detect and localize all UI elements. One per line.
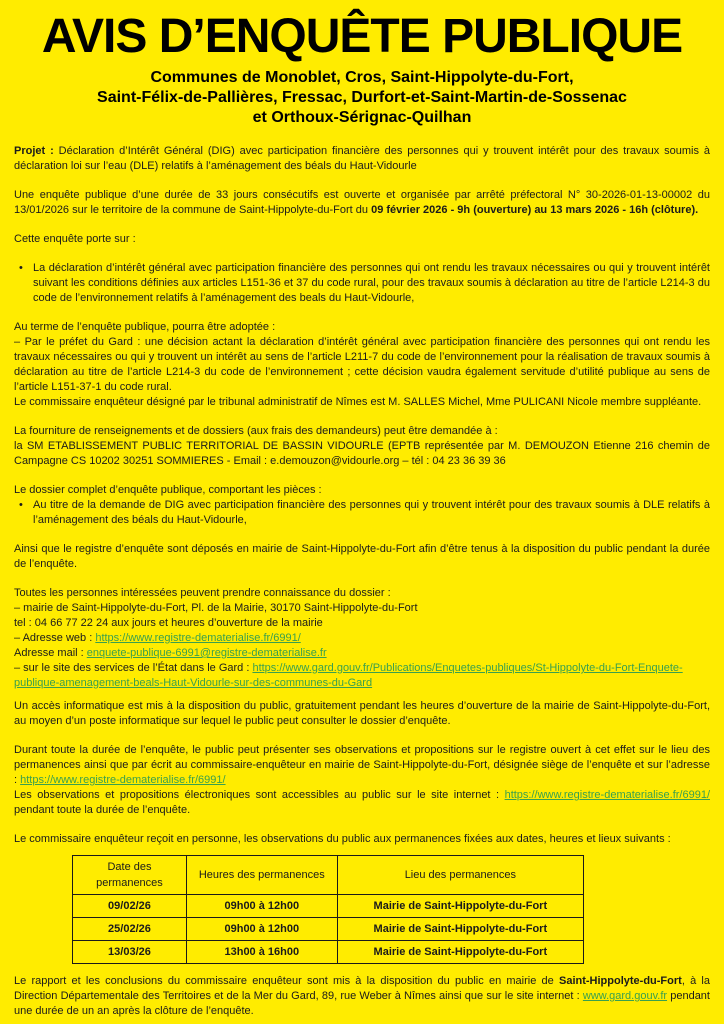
hyperlink[interactable]: https://www.registre-dematerialise.fr/6991/	[504, 789, 710, 801]
hyperlink[interactable]: www.gard.gouv.fr	[582, 990, 668, 1002]
paragraph-web-address	[14, 631, 710, 646]
paragraph-rapport	[14, 974, 710, 1019]
table-row	[73, 941, 584, 964]
subtitle-line-3: et Orthoux-Sérignac-Quilhan	[252, 109, 472, 126]
paragraph	[14, 743, 710, 788]
text-run: Le commissaire enquêteur désigné par le tribunal administratif de Nîmes est M. SALLES Michel, Mme PULICANI Nicole membre suppléante.	[14, 396, 702, 408]
table-cell: 09h00 à 12h00	[186, 895, 337, 918]
paragraph-projet	[14, 144, 710, 174]
bullet-list-dig	[14, 261, 710, 306]
paragraph	[14, 188, 710, 218]
paragraph-ainsi-que	[14, 542, 710, 572]
hyperlink[interactable]: https://www.registre-dematerialise.fr/6991/	[20, 774, 226, 786]
paragraph-fourniture	[14, 424, 710, 469]
paragraph	[14, 144, 710, 174]
text-run: – mairie de Saint-Hippolyte-du-Fort, Pl. de la Mairie, 30170 Saint-Hippolyte-du-Fort	[14, 602, 418, 614]
permanences-table	[72, 855, 584, 964]
text-run: Cette enquête porte sur :	[14, 233, 136, 245]
text-run: – sur le site des services de l’État dans le Gard :	[14, 662, 253, 674]
subtitle-line-1: Communes de Monoblet, Cros, Saint-Hippolyte-du-Fort,	[150, 69, 574, 86]
text-run: pendant toute la durée de l’enquête.	[14, 804, 191, 816]
paragraph	[14, 424, 710, 439]
text-run: Déclaration d’Intérêt Général (DIG) avec participation financière des personnes qui y trouvent intérêt pour des travaux soumis à déclaration loi sur l’eau (DLE) relatifs à l’aménagement des béals du Haut-Vidourle	[14, 145, 710, 172]
paragraph	[14, 788, 710, 818]
hyperlink[interactable]: https://www.registre-dematerialise.fr/6991/	[95, 632, 301, 644]
paragraph	[14, 832, 710, 847]
paragraph	[14, 542, 710, 572]
text-run: Adresse mail :	[14, 647, 87, 659]
paragraph-connaissance	[14, 586, 710, 691]
hyperlink[interactable]: https://www.gard.gouv.fr/Publications/Enquetes-publiques/St-Hippolyte-du-Fort-Enquete-publique-amenagement-beals-Haut-Vidourle-sur-des-communes-du-Gard	[14, 662, 683, 689]
table-cell: 09h00 à 12h00	[186, 918, 337, 941]
table-cell: Mairie de Saint-Hippolyte-du-Fort	[337, 941, 583, 964]
text-run: Au titre de la demande de DIG avec participation financière des personnes qui y trouvent intérêt pour des travaux soumis à DLE relatifs à l’aménagement des béals du Haut-Vidourle,	[33, 499, 710, 526]
list-item	[14, 498, 710, 528]
text-run: Le dossier complet d’enquête publique, comportant les pièces :	[14, 484, 322, 496]
page-title: AVIS D’ENQUÊTE PUBLIQUE	[41, 10, 683, 63]
paragraph-recoit	[14, 832, 710, 847]
text-run: pendant une durée de un an après la clôture de l’enquête.	[14, 990, 710, 1017]
table-cell: Mairie de Saint-Hippolyte-du-Fort	[337, 895, 583, 918]
text-run: Un accès informatique est mis à la disposition du public, gratuitement pendant les heures d’ouverture de la mairie de Saint-Hippolyte-du-Fort, au moyen d’un poste informatique sur lequel le public peut consulter le dossier d’enquête.	[14, 700, 710, 727]
table-header-row	[73, 856, 584, 895]
paragraph-durant	[14, 743, 710, 818]
paragraph	[14, 616, 710, 631]
text-run: la SM ETABLISSEMENT PUBLIC TERRITORIAL DE BASSIN VIDOURLE (EPTB représentée par M. DEMOUZON Etienne 216 chemin de Campagne CS 10202 30251 SOMMIERES - Email : e.demouzon@vidourle.org – tél : 04 23 36 39 36	[14, 440, 710, 467]
text-run: Les observations et propositions électroniques sont accessibles au public sur le site internet :	[14, 789, 505, 801]
hyperlink[interactable]: enquete-publique-6991@registre-dematerialise.fr	[86, 647, 327, 659]
table-body	[73, 895, 584, 964]
text-run: Saint-Hippolyte-du-Fort	[559, 975, 682, 987]
text-run: Le rapport et les conclusions du commissaire enquêteur sont mis à la disposition du public en mairie de	[14, 975, 559, 987]
paragraph-dossier	[14, 483, 710, 528]
text-run: – Adresse web :	[14, 632, 96, 644]
table-cell: 13/03/26	[73, 941, 187, 964]
text-run: tel : 04 66 77 22 24 aux jours et heures d’ouverture de la mairie	[14, 617, 323, 629]
paragraph	[14, 320, 710, 335]
paragraph-acces	[14, 699, 710, 729]
paragraph-state-site	[14, 661, 710, 691]
table-cell: 25/02/26	[73, 918, 187, 941]
text-run: Toutes les personnes intéressées peuvent prendre connaissance du dossier :	[14, 587, 391, 599]
text-run: Au terme de l’enquête publique, pourra être adoptée :	[14, 321, 276, 333]
text-run: , à la Direction Départementale des Territoires et de la Mer du Gard, 89, rue Weber à Nîmes ainsi que sur le site internet :	[14, 975, 710, 1002]
paragraph	[14, 586, 710, 601]
paragraph-porte-sur	[14, 232, 710, 247]
subtitle-line-2: Saint-Félix-de-Pallières, Fressac, Durfort-et-Saint-Martin-de-Sossenac	[97, 89, 627, 106]
bullet-icon: •	[19, 262, 23, 274]
paragraph	[14, 395, 710, 410]
list-item	[14, 261, 710, 306]
paragraph	[14, 439, 710, 469]
paragraph	[14, 974, 710, 1019]
text-run: Ainsi que le registre d’enquête sont déposés en mairie de Saint-Hippolyte-du-Fort afin d’être tenus à la disposition du public pendant la durée de l’enquête.	[14, 543, 710, 570]
list-item-text	[33, 261, 710, 306]
paragraph	[14, 699, 710, 729]
text-run: La déclaration d’intérêt général avec participation financière des personnes qui ont rendu les travaux nécessaires ou qui y trouvent intérêt suivant les conditions définies aux articles L151-36 et 37 du code rural, pour des travaux soumis à déclaration au titre de l’article L214-3 du code de l’environnement relatifs à l’aménagement des beals du Haut-Vidourle,	[33, 262, 710, 304]
table-row	[73, 918, 584, 941]
paragraph-au-terme	[14, 320, 710, 410]
text-run: La fourniture de renseignements et de dossiers (aux frais des demandeurs) peut être demandée à :	[14, 425, 498, 437]
column-header-hours: Heures des permanences	[186, 856, 337, 895]
table-cell: 09/02/26	[73, 895, 187, 918]
paragraph	[14, 601, 710, 616]
text-run: Une enquête publique d’une durée de 33 jours consécutifs est ouverte et organisée par arrêté préfectoral N° 30-2026-01-13-00002 du 13/01/2026 sur le territoire de la commune de Saint-Hippolyte-du-Fort du	[14, 189, 710, 216]
text-run: Projet :	[14, 145, 59, 157]
paragraph	[14, 335, 710, 395]
paragraph-mail-address	[14, 646, 710, 661]
table-cell: Mairie de Saint-Hippolyte-du-Fort	[337, 918, 583, 941]
communes-subtitle	[14, 68, 710, 128]
list-item-text	[33, 498, 710, 528]
table-row	[73, 895, 584, 918]
text-run: – Par le préfet du Gard : une décision actant la déclaration d’intérêt général avec participation financière des personnes qui ont rendu les travaux nécessaires ou qui y trouvent un intérêt au sens de l’article L211-7 du code de l’environnement pour la réalisation de travaux soumis à déclaration au titre de l’article L214-3 du code de l’environnement ; cette décision vaudra également servitude d’utilité publique au sens de l’article L151-37-1 du code rural.	[14, 336, 710, 393]
paragraph-enquete	[14, 188, 710, 218]
column-header-place: Lieu des permanences	[337, 856, 583, 895]
table-cell: 13h00 à 16h00	[186, 941, 337, 964]
bullet-icon: •	[19, 499, 23, 511]
column-header-date: Date des permanences	[73, 856, 187, 895]
paragraph	[14, 483, 710, 498]
text-run: Le commissaire enquêteur reçoit en personne, les observations du public aux permanences fixées aux dates, heures et lieux suivants :	[14, 833, 671, 845]
text-run: Durant toute la durée de l’enquête, le public peut présenter ses observations et propositions sur le registre ouvert à cet effet sur le lieu des permanences ainsi que par écrit au commissaire-enquêteur en mairie de Saint-Hippolyte-du-Fort, désignée siège de l’enquête et sur l’adresse :	[14, 744, 710, 786]
paragraph	[14, 232, 710, 247]
text-run: 09 février 2026 - 9h (ouverture) au 13 mars 2026 - 16h (clôture).	[371, 204, 699, 216]
